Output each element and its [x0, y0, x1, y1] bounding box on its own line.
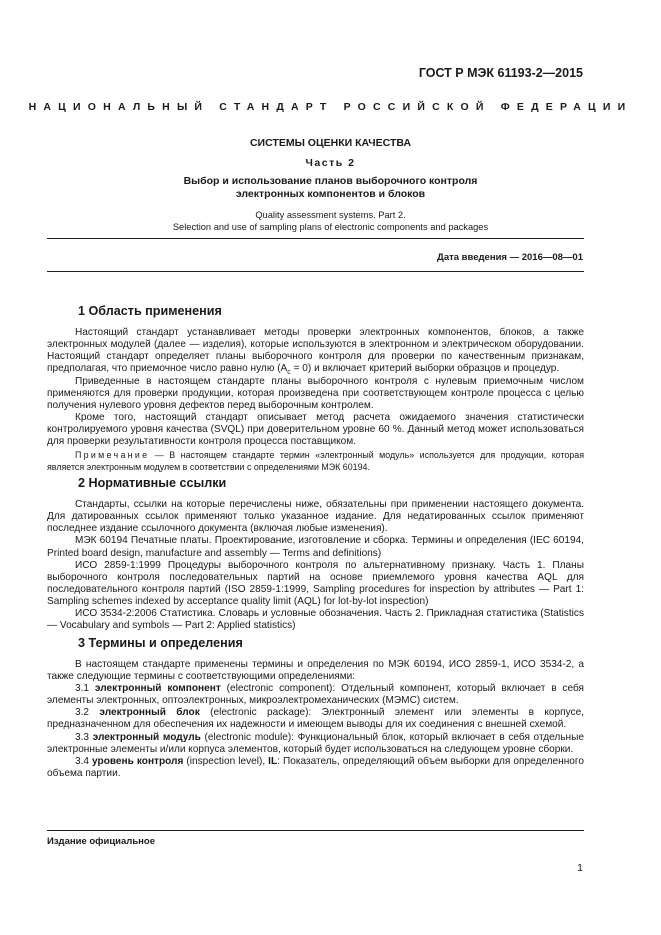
- footer-divider: [47, 830, 584, 831]
- subscript: c: [287, 369, 291, 377]
- introduction-date: Дата введения — 2016—08—01: [437, 252, 583, 263]
- term-abbreviation: IL: [268, 755, 278, 767]
- term-number: 3.1: [75, 682, 95, 694]
- section-heading: 1 Область применения: [78, 304, 222, 318]
- term-text: (electronic component): Отдельный компонент, который включает в себя элементы электронных, оптоэлектронных, микроэлектромеханических (МЭМС) систем.: [47, 682, 585, 707]
- paragraph: Кроме того, настоящий стандарт описывает метод расчета ожидаемого значения статистически контролируемого уровня качества (SVQL) при доверительном уровне 60 %. Данный метод может использоваться для проверки результативности контроля процесса поставщиком.: [47, 412, 584, 448]
- term-text: (inspection level),: [183, 755, 269, 767]
- english-title-line: Quality assessment systems. Part 2.: [255, 210, 406, 220]
- note-label: Примечание: [75, 449, 150, 460]
- english-title-line: Selection and use of sampling plans of electronic components and packages: [172, 222, 489, 232]
- term-definition: [47, 683, 584, 707]
- term-name: электронный компонент: [94, 682, 221, 694]
- term-name: электронный блок: [99, 707, 200, 719]
- term-text: : Показатель, определяющий объем выборки для определенного объема партии.: [47, 755, 584, 779]
- term-text: (electronic package): Электронный элемент или элементы в корпусе, предназначенном для обеспечения их надежности и имеющем выводы для их соединения с внешней схемой.: [47, 707, 584, 731]
- subtitle-line: Выбор и использование планов выборочного контроля: [183, 175, 478, 187]
- national-standard-banner: НАЦИОНАЛЬНЫЙ СТАНДАРТ РОССИЙСКОЙ ФЕДЕРАЦИИ: [28, 101, 633, 113]
- reference-entry: ИСО 2859-1:1999 Процедуры выборочного контроля по альтернативному признаку. Часть 1. Планы выборочного контроля последовательных партий на основе приемлемого уровня качества AQL для последовательного контроля партий (ISO 2859-1:1999, Sampling procedures for inspection by attributes — Part 1: Sampling schemes indexed by acceptance quality limit (AQL) for lot-by-lot inspection): [47, 559, 584, 608]
- paragraph-text: Настоящий стандарт устанавливает методы проверки электронных компонентов, блоков, а также электронных модулей (далее — изделия), которые используются в электронном и электрическом оборудовании. Настоящий стандарт определяет планы выборочного контроля для проверки по качественным признакам, предполагая, что приемочное число равно нулю (A: [47, 327, 584, 375]
- term-definition: [47, 756, 584, 780]
- paragraph: [47, 327, 584, 376]
- paragraph: В настоящем стандарте применены термины и определения по МЭК 60194, ИСО 2859-1, ИСО 3534-2, а также следующие термины с соответствующими определениями:: [47, 658, 584, 682]
- paragraph: Стандарты, ссылки на которые перечислены ниже, обязательны при применении настоящего документа. Для датированных ссылок применяют только указанное издание. Для недатированных ссылок применяют последнее издание ссылочного документа (включая любые изменения).: [47, 498, 584, 535]
- date-divider: [47, 271, 584, 272]
- document-body: [47, 304, 584, 780]
- term-text: (electronic module): Функциональный блок, который включает в себя отдельные электронные элементы и/или корпуса элементов, который будет использоваться на следующем уровне сборки.: [47, 731, 584, 755]
- note: [47, 449, 584, 473]
- part-label: Часть 2: [305, 157, 356, 169]
- term-definition: [47, 707, 584, 731]
- reference-entry: МЭК 60194 Печатные платы. Проектирование, изготовление и сборка. Термины и определения (IEC 60194, Printed board design, manufacture and assembly — Terms and definitions): [47, 535, 584, 559]
- section-heading: 2 Нормативные ссылки: [78, 475, 227, 490]
- term-number: 3.2: [75, 707, 100, 719]
- russian-subtitle: [0, 175, 661, 201]
- paragraph-text: = 0) и включает критерий выборки образцов и процедур.: [290, 363, 560, 375]
- official-edition-label: Издание официальное: [47, 836, 155, 847]
- document-number: ГОСТ Р МЭК 61193-2—2015: [418, 66, 583, 80]
- top-divider: [47, 238, 584, 239]
- note-text: — В настоящем стандарте термин «электронный модуль» используется для продукции, которая является электронным модулем в соответствии с определениями МЭК 60194.: [47, 449, 584, 472]
- standard-title: СИСТЕМЫ ОЦЕНКИ КАЧЕСТВА: [249, 137, 412, 149]
- term-name: электронный модуль: [92, 731, 201, 743]
- page-number: 1: [577, 862, 583, 874]
- english-subtitle: [0, 209, 661, 233]
- subtitle-line: электронных компонентов и блоков: [235, 188, 426, 200]
- term-definition: [47, 732, 584, 756]
- paragraph: Приведенные в настоящем стандарте планы выборочного контроля с нулевым приемочным числом применяются для проверки продукции, которая произведена при соответствующем контроле процесса с целью получения нулевого уровня дефектов перед выборочным контролем.: [47, 375, 584, 411]
- term-name: уровень контроля: [92, 755, 184, 767]
- term-number: 3.4: [75, 755, 93, 767]
- reference-entry: ИСО 3534-2:2006 Статистика. Словарь и условные обозначения. Часть 2. Прикладная статистика (Statistics — Vocabulary and symbols — Part 2: Applied statistics): [47, 608, 584, 632]
- section-heading: 3 Термины и определения: [78, 635, 243, 650]
- term-number: 3.3: [75, 731, 93, 743]
